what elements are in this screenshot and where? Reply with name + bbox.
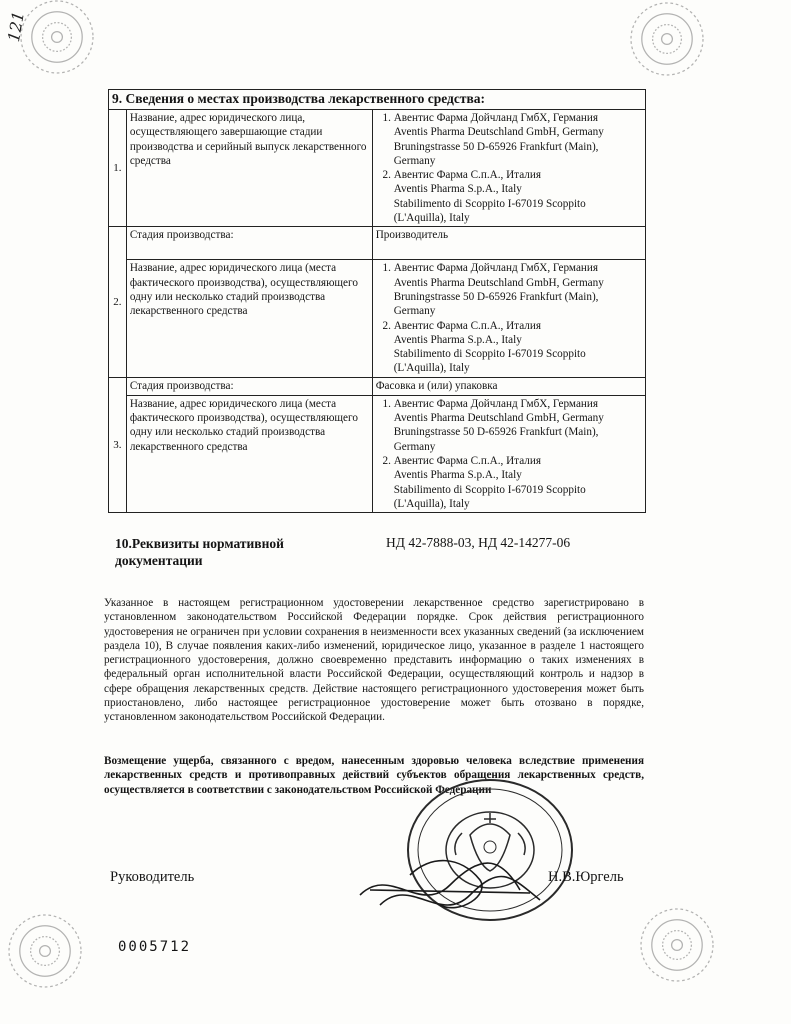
manufacturer-line: Stabilimento di Scoppito I-67019 Scoppito [393, 197, 586, 210]
manufacturer-item [394, 168, 642, 225]
row-number: 3. [109, 377, 127, 512]
manufacturer-item [394, 319, 642, 376]
stage-label: Стадия производства: [126, 227, 372, 260]
manufacturer-line: Aventis Pharma S.p.A., Italy [393, 469, 522, 482]
corner-ornament-bottom-left [0, 906, 90, 996]
manufacturers-cell [372, 395, 645, 512]
manufacturer-line: Aventis Pharma S.p.A., Italy [393, 183, 522, 196]
corner-ornament-bottom-right [632, 900, 722, 990]
manufacturer-line: 2. Авентис Фарма С.п.А., Италия [393, 454, 541, 467]
manufacturing-sites-table [108, 89, 646, 513]
manufacturer-line: Stabilimento di Scoppito I-67019 Scoppito [393, 483, 586, 496]
manufacturer-line: Stabilimento di Scoppito I-67019 Scoppito [393, 348, 586, 361]
manufacturer-item [394, 111, 642, 168]
row-number: 1. [109, 110, 127, 227]
manufacturer-line: Bruningstrasse 50 D-65926 Frankfurt (Main), [393, 426, 599, 439]
corner-ornament-top-right [622, 0, 712, 84]
row-number: 2. [109, 227, 127, 377]
manufacturer-line: 1. Авентис Фарма Дойчланд ГмбХ, Германия [393, 112, 599, 124]
handwritten-signature [350, 835, 550, 935]
manufacturer-line: 2. Авентис Фарма С.п.А., Италия [393, 169, 541, 182]
signatory-title: Руководитель [110, 869, 195, 885]
manufacturer-line: Aventis Pharma Deutschland GmbH, Germany [393, 276, 604, 289]
manufacturers-cell [372, 110, 645, 227]
serial-number: 0005712 [118, 939, 192, 955]
manufacturer-line: 1. Авентис Фарма Дойчланд ГмбХ, Германия [393, 397, 599, 410]
section10-value: НД 42-7888-03, НД 42-14277-06 [386, 535, 571, 550]
row-label: Название, адрес юридического лица (места фактического производства), осуществляющего одну или несколько стадий производства лекарственного средства [126, 260, 372, 377]
manufacturer-line: Bruningstrasse 50 D-65926 Frankfurt (Main), [393, 290, 599, 303]
manufacturer-line: (L'Aquilla), Italy [393, 497, 470, 510]
manufacturer-line: Aventis Pharma Deutschland GmbH, Germany [393, 126, 604, 139]
manufacturer-line: Aventis Pharma S.p.A., Italy [393, 333, 522, 346]
manufacturer-item [394, 397, 642, 454]
section10-label: 10.Реквизиты нормативной документации [115, 536, 284, 568]
manufacturers-cell [372, 260, 645, 377]
manufacturer-line: Germany [393, 305, 436, 318]
manufacturer-item [394, 261, 642, 318]
row-label: Название, адрес юридического лица (места фактического производства), осуществляющего одну или несколько стадий производства лекарственного средства [126, 395, 372, 512]
manufacturer-line: Germany [393, 154, 436, 167]
manufacturer-line: Bruningstrasse 50 D-65926 Frankfurt (Main), [393, 140, 599, 153]
stage-label: Стадия производства: [126, 377, 372, 395]
stage-value: Фасовка и (или) упаковка [372, 377, 645, 395]
manufacturer-line: Aventis Pharma Deutschland GmbH, Germany [393, 412, 604, 425]
registration-paragraph: Указанное в настоящем регистрационном удостоверении лекарственное средство зарегистрировано в установленном законодательством Российской Федерации порядке. Срок действия регистрационного удостоверения не ограничен при условии сохранения в неизменности всех указанных сведений (за исключением раздела 10), В случае появления каких-либо изменений, юридическое лицо, указанное в разделе 1 настоящего регистрационного удостоверения, должно своевременно представить информацию о таких изменениях в федеральный орган исполнительной власти Российской Федерации, осуществляющий контроль и надзор в сфере обращения лекарственных средств. Действие настоящего регистрационного удостоверения может быть приостановлено, либо настоящее регистрационное удостоверение может быть отозвано в порядке, установленном законодательством Российской Федерации. [104, 597, 644, 724]
manufacturer-line: 2. Авентис Фарма С.п.А., Италия [393, 319, 541, 332]
signatory-name: Н.В.Юргель [548, 869, 624, 885]
manufacturer-line: (L'Aquilla), Italy [393, 212, 470, 225]
manufacturer-line: 1. Авентис Фарма Дойчланд ГмбХ, Германия [393, 262, 599, 275]
damage-compensation-paragraph: Возмещение ущерба, связанного с вредом, нанесенным здоровью человека вследствие применения лекарственных средств и противоправных действий субъектов обращения лекарственных средств, осуществляется в соответствии с законодательством Российской Федерации [104, 755, 644, 796]
section9-title: 9. Сведения о местах производства лекарственного средства: [109, 90, 646, 110]
manufacturer-line: Germany [393, 440, 436, 453]
stage-value: Производитель [372, 227, 645, 260]
manufacturer-line: (L'Aquilla), Italy [393, 362, 470, 375]
row-label: Название, адрес юридического лица, осуществляющего завершающие стадии производства и серийный выпуск лекарственного средства [126, 110, 372, 227]
manufacturer-item [394, 454, 642, 511]
handwritten-page-number: 121 [4, 9, 29, 44]
